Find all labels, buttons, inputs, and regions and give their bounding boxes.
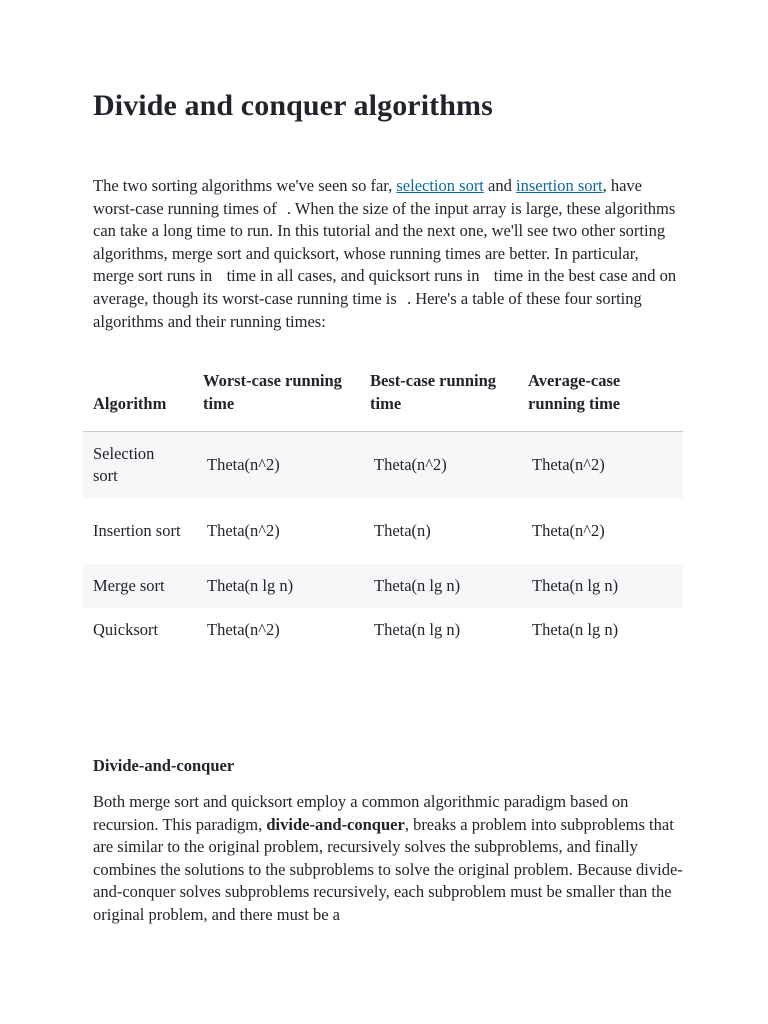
table-cell: Theta(n^2) xyxy=(207,619,280,639)
table-cell: Quicksort xyxy=(93,619,159,639)
table-cell: Theta(n^2) xyxy=(193,432,360,499)
table-cell: Insertion sort xyxy=(93,520,181,540)
table-cell: Selection sort xyxy=(83,432,193,499)
running-times-table xyxy=(83,370,683,652)
selection-sort-link[interactable]: selection sort xyxy=(396,176,484,195)
table-cell: Theta(n^2) xyxy=(518,432,683,499)
table-row xyxy=(83,498,683,564)
column-header-algorithm: Algorithm xyxy=(83,370,193,432)
insertion-sort-link[interactable]: insertion sort xyxy=(515,176,603,195)
table-row xyxy=(83,432,683,499)
table-header-row xyxy=(83,370,683,432)
section-paragraph: Both merge sort and quicksort employ a common algorithmic paradigm based on recursion. This paradigm, divide-and-conquer, breaks a problem into subproblems that are similar to the original problem, recursively solves the subproblems, and finally combines the solutions to the subproblems to solve the original problem. Because divide-and-conquer solves subproblems recursively, each subproblem must be smaller than the original problem, and there must be a xyxy=(93,792,683,924)
table-cell: Theta(n^2) xyxy=(532,520,605,540)
column-header-best-case: Best-case running time xyxy=(360,370,518,432)
column-header-worst-case: Worst-case running time xyxy=(193,370,360,432)
table-row xyxy=(83,564,683,608)
section-heading: Divide-and-conquer xyxy=(93,756,235,775)
table-cell: Merge sort xyxy=(83,564,193,608)
intro-paragraph: The two sorting algorithms we've seen so far, selection sort and insertion sort, have worst-case running times of . When the size of the input array is large, these algorithms can take a long time to run. In this tutorial and the next one, we'll see two other sorting algorithms, merge sort and quicksort, whose running times are better. In particular, merge sort runs in time in all cases, and quicksort runs in time in the best case and on average, though its worst-case running time is . Here's a table of these four sorting algorithms and their running times: xyxy=(93,176,677,331)
column-header-average-case: Average-case running time xyxy=(518,370,683,432)
table-cell: Theta(n^2) xyxy=(207,520,280,540)
table-cell: Theta(n lg n) xyxy=(360,564,518,608)
table-cell: Theta(n lg n) xyxy=(518,564,683,608)
bold-term: divide-and-conquer xyxy=(266,814,405,834)
table-cell: Theta(n lg n) xyxy=(532,619,619,639)
table-cell: Theta(n^2) xyxy=(360,432,518,499)
table-cell: Theta(n) xyxy=(374,520,431,540)
table-cell: Theta(n lg n) xyxy=(374,619,461,639)
table-row xyxy=(83,608,683,652)
table-cell: Theta(n lg n) xyxy=(193,564,360,608)
page-title: Divide and conquer algorithms xyxy=(93,89,493,122)
